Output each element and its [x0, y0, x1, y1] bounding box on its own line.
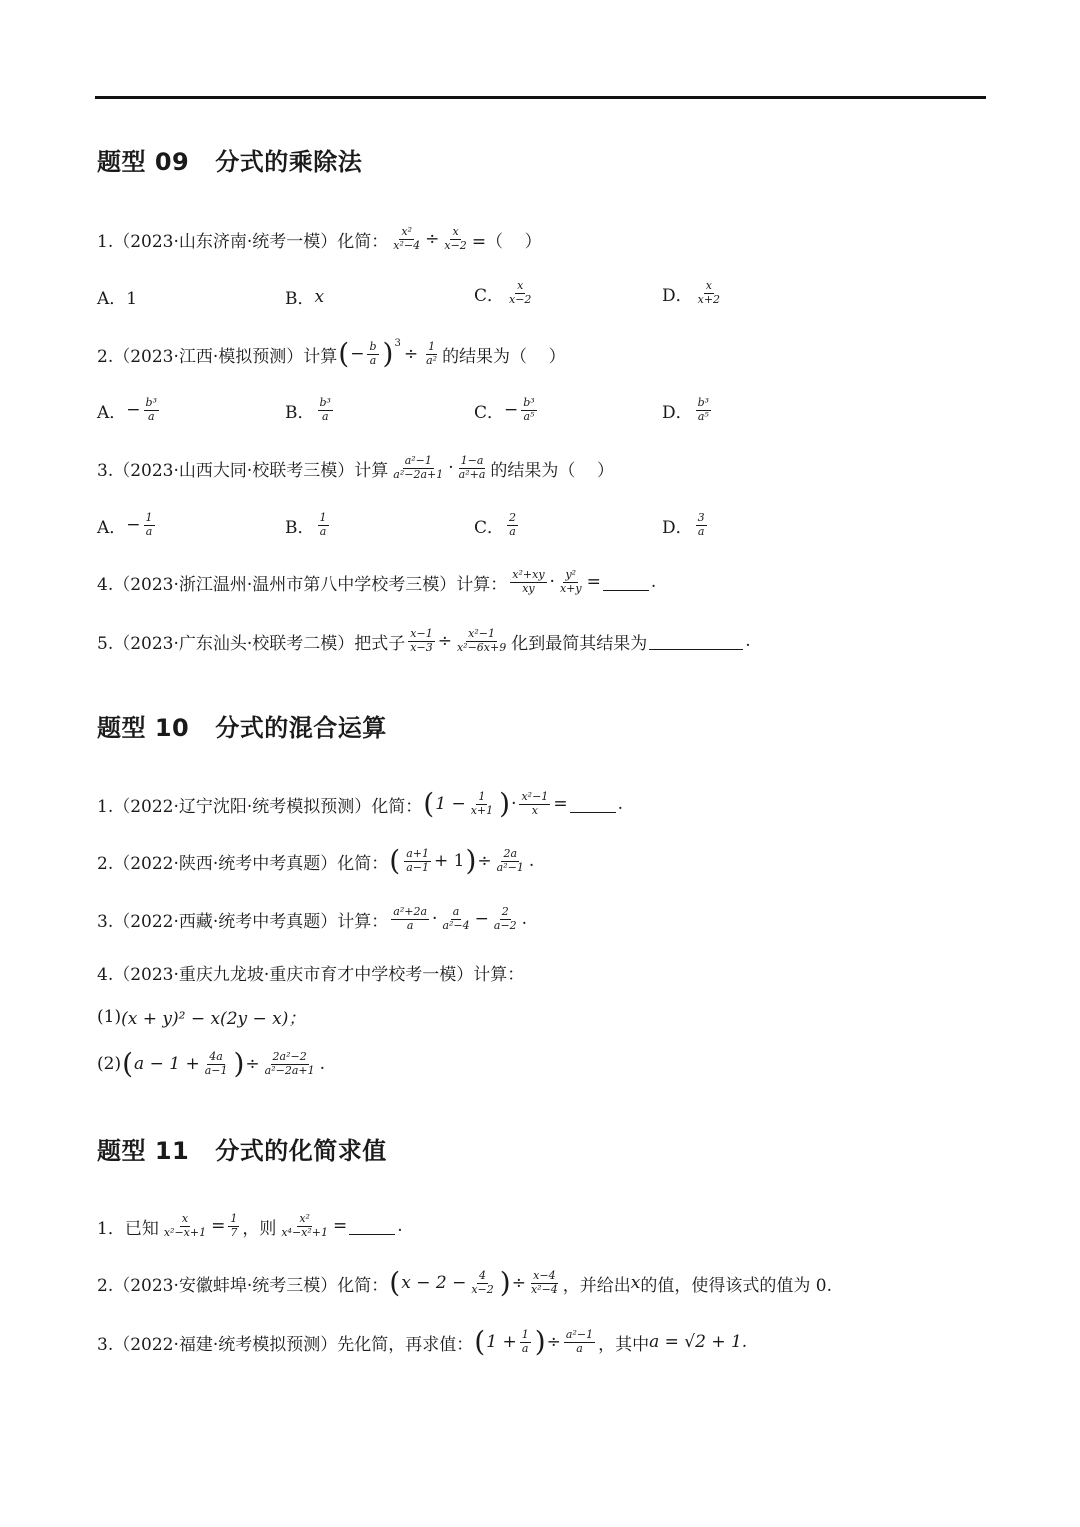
option-c: C． $\frac{2}{a}$ — [474, 511, 517, 538]
option-b: B． $\frac{\text{b³}}{a}$ — [285, 396, 331, 423]
question-9-5: 5.（2023·广东汕头·校联考二模）把式子 $\frac{x-1}{x-3}$ ÷ $\frac{\text{x²−1}}{\text{x²−6x+9}}$ 化到最简其结果为 . — [97, 627, 751, 654]
option-b: B． x — [285, 286, 325, 309]
section-title: 分式的乘除法 — [215, 148, 363, 176]
question-10-1: 1.（2022·辽宁沈阳·统考模拟预测）化简： ( 1 − $\frac{1}{x+1}$ ) · $\frac{\text{x²−1}}{x}$ = . — [97, 787, 623, 820]
option-d: D． $\frac{x}{x+2}$ — [662, 279, 721, 306]
fraction: $\frac{\text{x²}}{\text{x²−4}}$ — [393, 225, 421, 252]
option-a: A． − $\frac{1}{a}$ — [97, 511, 153, 538]
question-10-3: 3.（2022·西藏·统考中考真题）计算： $\frac{\text{a²+2a}}{a}$ · $\frac{a}{\text{a²−4}}$ − $\frac{2}{a-2}$ . — [97, 905, 528, 932]
question-9-1: 1.（2023·山东济南·统考一模）化简： $\frac{\text{x²}}{\text{x²−4}}$ ÷ $\frac{x}{x-2}$ =（ ） — [97, 225, 542, 252]
question-10-2: 2.（2022·陕西·统考中考真题）化简： ( $\frac{a+1}{a-1}$ + 1 ) ÷ $\frac{2a}{\text{a²−1}}$ . — [97, 844, 535, 877]
question-10-4: 4.（2023·重庆九龙坡·重庆市育才中学校考一模）计算： — [97, 965, 525, 985]
question-11-2: 2.（2023·安徽蚌埠·统考三模）化简： ( x − 2 − $\frac{4}{x-2}$ ) ÷ $\frac{x-4}{\text{x²−4}}$ ，并给出 x 的值，使得该式的值为 0. — [97, 1266, 833, 1299]
fraction: $\frac{x}{x-2}$ — [444, 225, 467, 252]
section-heading-11: 题型 11 分式的化简求值 — [97, 1137, 387, 1165]
question-9-3: 3.（2023·山西大同·校联考三模）计算 $\frac{\text{a²−1}}{\text{a²−2a+1}}$ · $\frac{1-a}{\text{a²+a}}$ 的结果为（ ） — [97, 454, 615, 481]
question-10-4-part-1: (1) (x + y)² − x(2y − x)； — [97, 1006, 306, 1029]
option-c: C． $\frac{x}{x-2}$ — [474, 279, 532, 306]
answer-blank[interactable] — [649, 633, 743, 650]
question-11-1: 1．已知 $\frac{x}{\text{x²−x+1}}$ = $\frac{1}{7}$ ，则 $\frac{\text{x²}}{\text{x⁴−x²+1}}$ = . — [97, 1212, 403, 1239]
option-d: D． $\frac{3}{a}$ — [662, 511, 705, 538]
section-number: 题型 09 — [97, 148, 190, 176]
answer-blank[interactable] — [570, 796, 616, 813]
option-d: D． $\frac{\text{b³}}{\text{a⁵}}$ — [662, 396, 710, 423]
option-b: B． $\frac{1}{a}$ — [285, 511, 327, 538]
question-9-2: 2.（2023·江西·模拟预测）计算 ( − $\frac{b}{a}$ ) 3 ÷ $\frac{1}{\text{a²}}$ 的结果为（ ） — [97, 337, 566, 370]
option-c: C． − $\frac{\text{b³}}{\text{a⁵}}$ — [474, 396, 535, 423]
question-10-4-part-2: (2) ( a − 1 + $\frac{4a}{a-1}$ ) ÷ $\frac{\text{2a²−2}}{\text{a²−2a+1}}$ . — [97, 1047, 326, 1080]
answer-blank[interactable] — [349, 1218, 395, 1235]
option-a: A．1 — [97, 289, 138, 309]
option-a: A． − $\frac{\text{b³}}{a}$ — [97, 396, 157, 423]
section-heading-09 — [97, 142, 362, 177]
answer-blank[interactable] — [603, 574, 649, 591]
question-9-4: 4.（2023·浙江温州·温州市第八中学校考三模）计算： $\frac{\text{x²+xy}}{xy}$ · $\frac{\text{y²}}{x+y}$ = . — [97, 568, 657, 595]
section-heading-10: 题型 10 分式的混合运算 — [97, 714, 387, 742]
question-11-3: 3.（2022·福建·统考模拟预测）先化简，再求值： ( 1 + $\frac{1}{a}$ ) ÷ $\frac{\text{a²−1}}{a}$ ，其中 a = √2 + 1. — [97, 1325, 748, 1358]
top-rule — [95, 96, 986, 99]
